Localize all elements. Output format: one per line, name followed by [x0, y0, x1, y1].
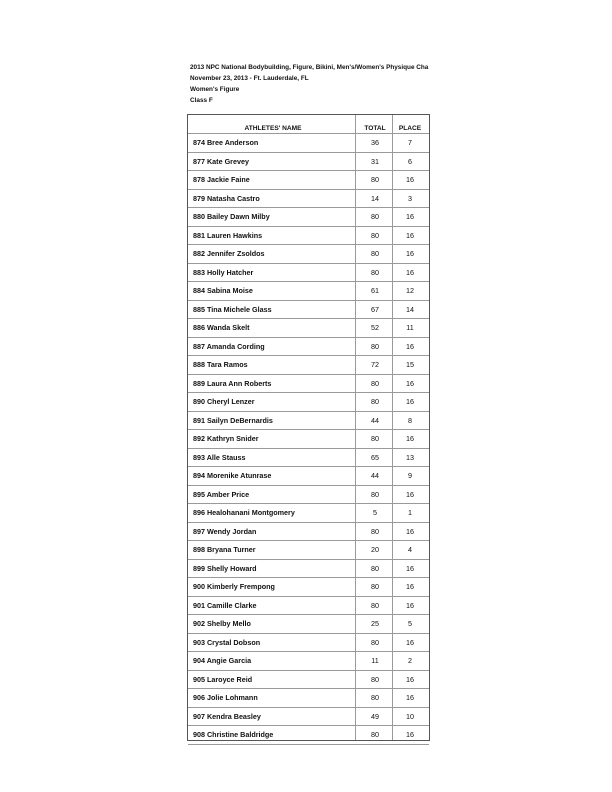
total-score: 80	[371, 674, 379, 684]
placement: 16	[406, 249, 414, 258]
placement: 3	[408, 193, 412, 203]
athlete-name: 896 Healohanani Montgomery	[193, 508, 295, 517]
total-score: 25	[371, 619, 379, 628]
column-header-total: TOTAL	[364, 125, 386, 132]
total-score: 80	[371, 489, 379, 499]
table-row	[188, 227, 429, 246]
athlete-name: 903 Crystal Dobson	[193, 637, 261, 647]
placement: 16	[406, 397, 414, 406]
total-score: 5	[373, 508, 377, 517]
total-score: 80	[371, 249, 379, 258]
placement: 16	[406, 175, 414, 184]
athlete-name: 892 Kathryn Snider	[193, 434, 259, 443]
total-score: 80	[371, 378, 379, 388]
total-score: 80	[371, 637, 379, 647]
placement: 16	[406, 730, 414, 739]
athlete-name: 886 Wanda Skelt	[193, 323, 250, 332]
athlete-name: 908 Christine Baldridge	[193, 730, 274, 739]
placement: 6	[408, 156, 412, 166]
total-score: 80	[371, 563, 379, 573]
athlete-name: 879 Natasha Castro	[193, 193, 260, 203]
placement: 16	[406, 341, 414, 351]
placement: 4	[408, 545, 412, 554]
placement: 15	[406, 360, 414, 369]
placement: 16	[406, 582, 414, 591]
total-score: 80	[371, 582, 379, 591]
table-row	[188, 153, 429, 172]
placement: 16	[406, 378, 414, 388]
athlete-name: 898 Bryana Turner	[193, 545, 256, 554]
table-row	[188, 301, 429, 320]
total-score: 49	[371, 711, 379, 721]
athlete-name: 883 Holly Hatcher	[193, 267, 254, 277]
total-score: 44	[371, 415, 379, 425]
placement: 2	[408, 656, 412, 665]
placement: 16	[406, 637, 414, 647]
athlete-name: 893 Alle Stauss	[193, 452, 246, 462]
table-row	[188, 134, 429, 153]
table-row	[188, 634, 429, 653]
placement: 16	[406, 563, 414, 573]
table-row	[188, 338, 429, 357]
total-score: 36	[371, 138, 379, 147]
total-score: 80	[371, 230, 379, 240]
athlete-name: 902 Shelby Mello	[193, 619, 251, 628]
athlete-name: 897 Wendy Jordan	[193, 526, 257, 536]
table-row	[188, 171, 429, 190]
table-row	[188, 615, 429, 634]
athlete-name: 878 Jackie Faine	[193, 175, 250, 184]
athlete-name: 881 Lauren Hawkins	[193, 230, 263, 240]
placement: 7	[408, 138, 412, 147]
total-score: 80	[371, 341, 379, 351]
athlete-name: 894 Morenike Atunrase	[193, 471, 272, 480]
total-score: 80	[371, 730, 379, 739]
athlete-name: 877 Kate Grevey	[193, 156, 249, 166]
placement: 1	[408, 508, 412, 517]
total-score: 80	[371, 526, 379, 536]
total-score: 80	[371, 600, 379, 610]
table-row	[188, 652, 429, 671]
total-score: 52	[371, 323, 379, 332]
total-score: 31	[371, 156, 379, 166]
table-row	[188, 190, 429, 209]
athlete-name: 906 Jolie Lohmann	[193, 693, 258, 702]
athlete-name: 895 Amber Price	[193, 489, 250, 499]
total-score: 72	[371, 360, 379, 369]
placement: 10	[406, 711, 414, 721]
total-score: 65	[371, 452, 379, 462]
event-date-location: November 23, 2013 - Ft. Lauderdale, FL	[190, 75, 309, 82]
class-label: Class F	[190, 97, 213, 104]
table-row	[188, 597, 429, 616]
table-row	[188, 726, 429, 745]
athlete-name: 905 Laroyce Reid	[193, 674, 253, 684]
table-row	[188, 560, 429, 579]
placement: 16	[406, 230, 414, 240]
table-row	[188, 689, 429, 708]
placement: 16	[406, 267, 414, 277]
placement: 16	[406, 212, 414, 221]
placement: 16	[406, 489, 414, 499]
table-header-row	[188, 115, 429, 134]
athlete-name: 900 Kimberly Frempong	[193, 582, 275, 591]
table-row	[188, 449, 429, 468]
athlete-name: 874 Bree Anderson	[193, 138, 259, 147]
placement: 16	[406, 674, 414, 684]
table-row	[188, 486, 429, 505]
table-row	[188, 319, 429, 338]
placement: 16	[406, 526, 414, 536]
table-row	[188, 375, 429, 394]
column-header-place: PLACE	[398, 125, 422, 132]
placement: 13	[406, 452, 414, 462]
athlete-name: 901 Camille Clarke	[193, 600, 257, 610]
athlete-name: 885 Tina Michele Glass	[193, 304, 272, 314]
placement: 12	[406, 286, 414, 295]
table-row	[188, 208, 429, 227]
column-header-name: ATHLETES' NAME	[244, 125, 302, 132]
placement: 5	[408, 619, 412, 628]
table-row	[188, 504, 429, 523]
total-score: 80	[371, 267, 379, 277]
division-title: Women's Figure	[190, 86, 240, 93]
athlete-name: 882 Jennifer Zsoldos	[193, 249, 265, 258]
table-row	[188, 467, 429, 486]
placement: 16	[406, 434, 414, 443]
total-score: 80	[371, 397, 379, 406]
placement: 16	[406, 693, 414, 702]
document-header	[190, 62, 610, 106]
total-score: 11	[371, 656, 379, 665]
athlete-name: 888 Tara Ramos	[193, 360, 248, 369]
placement: 8	[408, 415, 412, 425]
table-row	[188, 578, 429, 597]
athlete-name: 889 Laura Ann Roberts	[193, 378, 272, 388]
athlete-name: 890 Cheryl Lenzer	[193, 397, 255, 406]
athlete-name: 887 Amanda Cording	[193, 341, 265, 351]
total-score: 67	[371, 304, 379, 314]
results-table	[187, 114, 430, 741]
athlete-name: 904 Angie Garcia	[193, 656, 252, 665]
table-row	[188, 412, 429, 431]
table-row	[188, 245, 429, 264]
placement: 11	[406, 323, 414, 332]
total-score: 80	[371, 693, 379, 702]
athlete-name: 891 Sailyn DeBernardis	[193, 415, 273, 425]
total-score: 61	[371, 286, 379, 295]
table-row	[188, 356, 429, 375]
total-score: 20	[371, 545, 379, 554]
table-row	[188, 708, 429, 727]
table-row	[188, 671, 429, 690]
event-title: 2013 NPC National Bodybuilding, Figure, Bikini, Men's/Women's Physique Cha	[190, 64, 429, 71]
athlete-name: 907 Kendra Beasley	[193, 711, 261, 721]
placement: 14	[406, 304, 414, 314]
total-score: 80	[371, 434, 379, 443]
table-row	[188, 430, 429, 449]
total-score: 80	[371, 212, 379, 221]
placement: 16	[406, 600, 414, 610]
athlete-name: 884 Sabina Moise	[193, 286, 253, 295]
table-row	[188, 523, 429, 542]
athlete-name: 880 Bailey Dawn Milby	[193, 212, 270, 221]
athlete-name: 899 Shelly Howard	[193, 563, 257, 573]
table-row	[188, 282, 429, 301]
total-score: 80	[371, 175, 379, 184]
table-row	[188, 393, 429, 412]
table-row	[188, 264, 429, 283]
placement: 9	[408, 471, 412, 480]
total-score: 44	[371, 471, 379, 480]
total-score: 14	[371, 193, 379, 203]
table-row	[188, 541, 429, 560]
